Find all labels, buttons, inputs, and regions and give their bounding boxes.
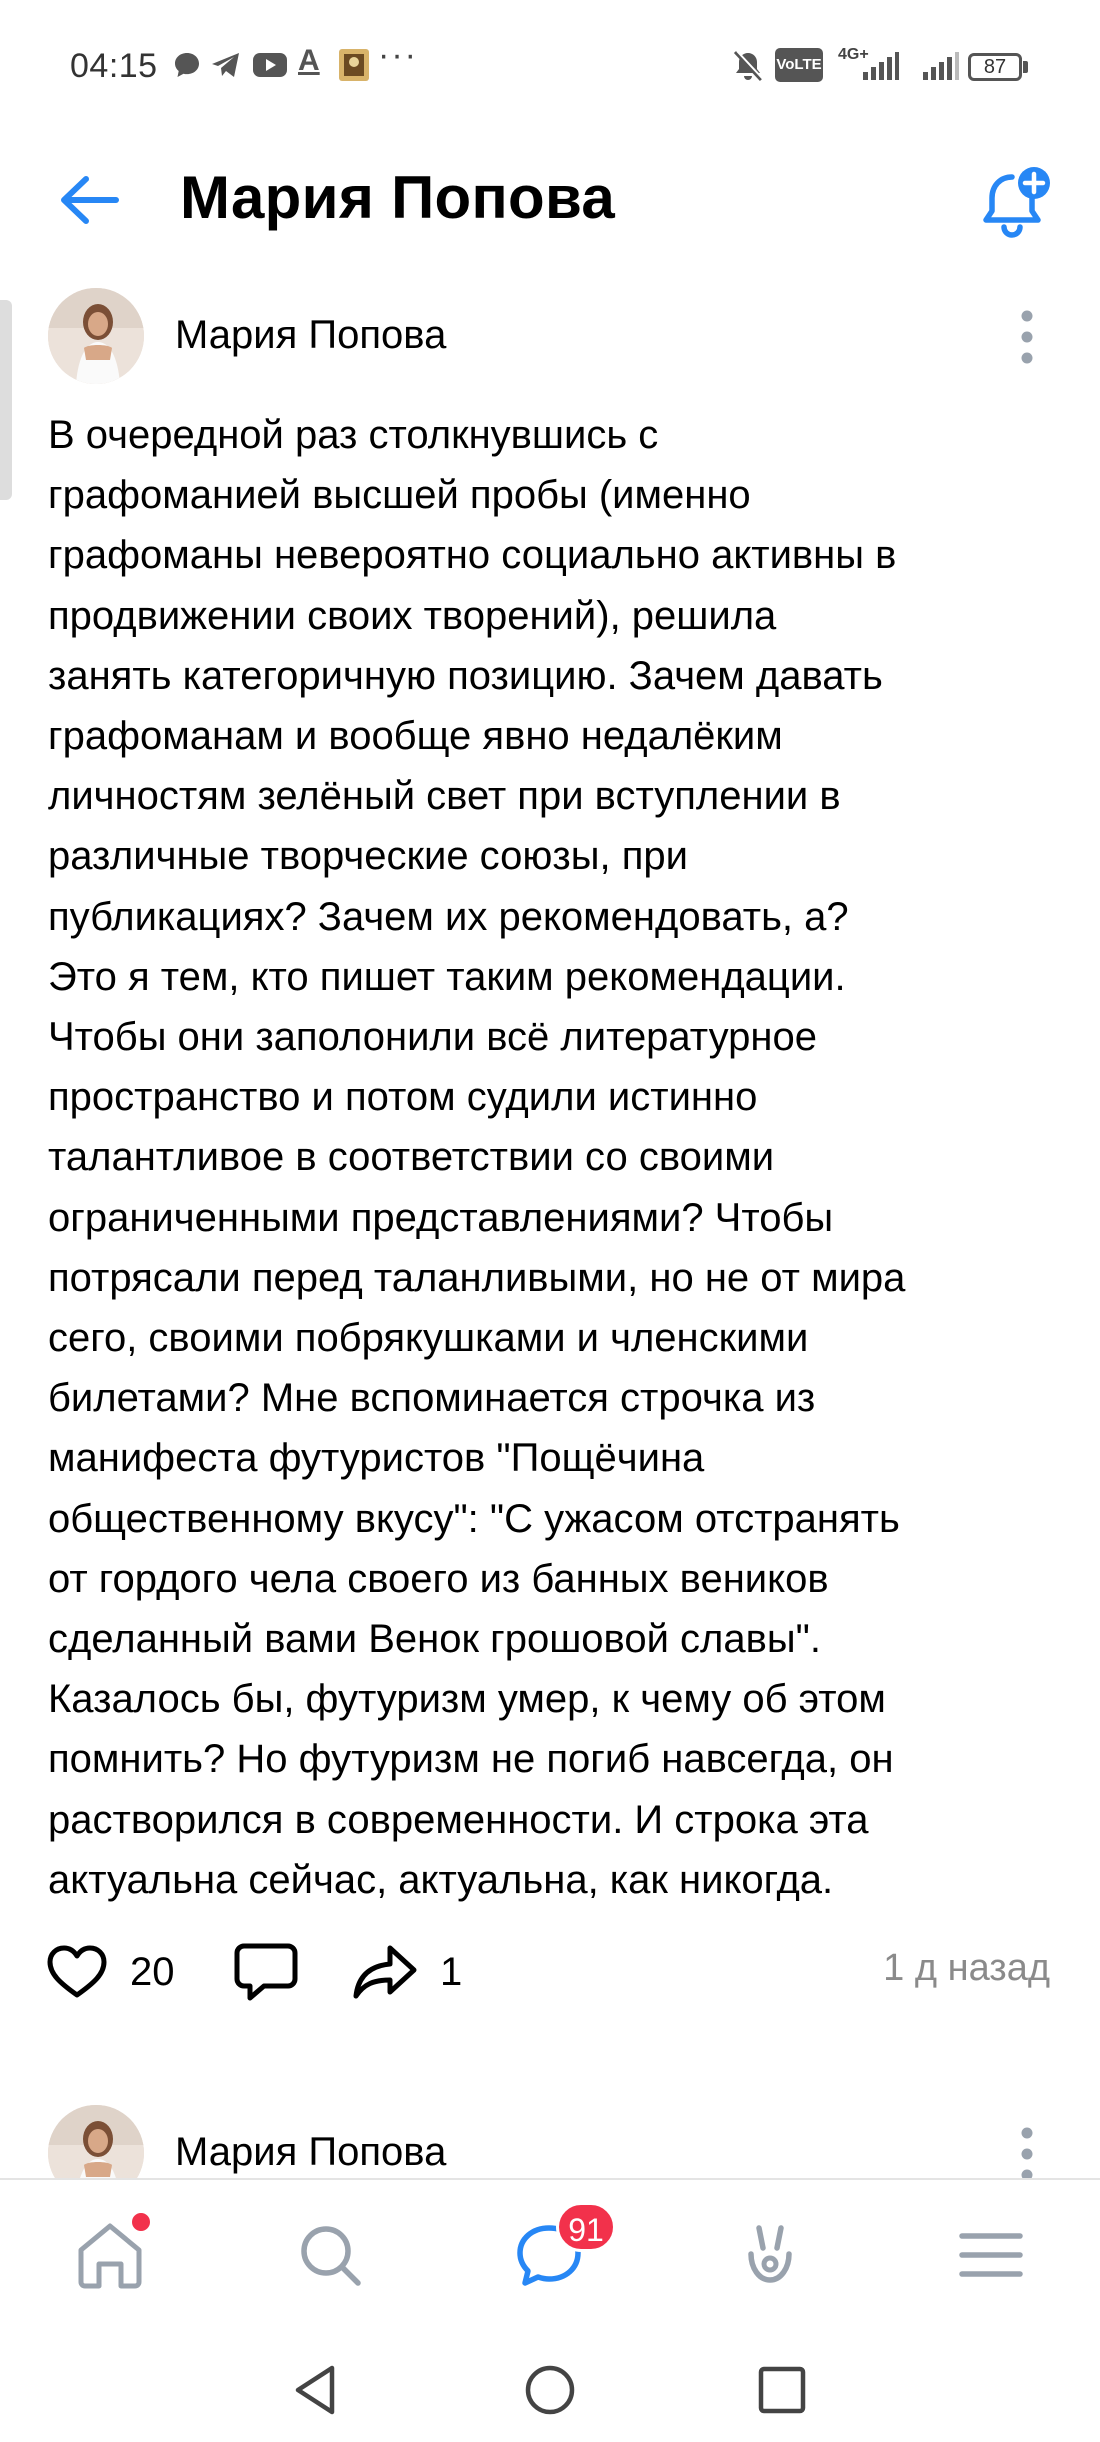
avatar-photo	[48, 2105, 144, 2178]
system-recents-button[interactable]	[742, 2350, 822, 2430]
volte-label: VoLTE	[776, 56, 822, 73]
post-author-name[interactable]: Мария Попова	[175, 2130, 447, 2174]
nav-search[interactable]	[275, 2200, 385, 2310]
status-more-indicator: ···	[378, 36, 418, 74]
arrow-left-icon	[50, 160, 130, 240]
post-text: В очередной раз столкнувшись с графоманией высшей пробы (именно графоманы невероятно социально активны в продвижении своих творений), решила занять категоричную позицию. Зачем давать графоманам и вообще явно недалёким личностям зелёный свет при вступлении в различные творческие союзы, при публикациях? Зачем их рекомендовать, а? Это я тем, кто пишет таким рекомендации. Чтобы они заполонили всё литературное пространство и потом судили истинно талантливое в соответствии со своими ограниченными представлениями? Чтобы потрясали перед таланливыми, но не от мира сего, своими побрякушками и членскими билетами? Мне вспоминается строчка из манифеста футуристов "Пощёчина общественному вкусу": "С ужасом отстранять от гордого чела своего из банных веников сделанный вами Венок грошовой славы". Казалось бы, футуризм умер, к чему об этом помнить? Но футуризм не погиб навсегда, он растворился в современности. И строка эта актуальна сейчас, актуальна, как никогда.	[48, 413, 906, 1902]
system-back-button[interactable]	[276, 2350, 356, 2430]
like-button[interactable]	[46, 1942, 175, 2002]
vertical-dots-icon	[1005, 302, 1049, 372]
circle-home-icon	[522, 2362, 578, 2418]
share-count: 1	[440, 1949, 463, 1994]
back-button[interactable]	[50, 160, 130, 240]
page-header	[0, 135, 1100, 265]
post-more-button[interactable]	[1005, 302, 1049, 372]
share-button[interactable]	[352, 1942, 462, 2002]
battery-cap	[1023, 61, 1028, 73]
messages-count-badge: 91	[556, 2202, 616, 2252]
battery-indicator: 87	[968, 53, 1022, 81]
post-more-button[interactable]	[1005, 2119, 1049, 2178]
post-author-row	[0, 288, 1100, 398]
avatar[interactable]	[48, 2105, 144, 2178]
volte-indicator	[775, 48, 823, 82]
clips-icon	[733, 2218, 807, 2292]
nav-menu[interactable]	[936, 2200, 1046, 2310]
youtube-icon	[252, 50, 288, 80]
status-bar	[0, 0, 1100, 135]
bell-muted-icon	[730, 48, 766, 84]
nav-clips[interactable]	[715, 2200, 825, 2310]
avatar-photo	[48, 288, 144, 384]
nav-messages[interactable]	[494, 2200, 604, 2310]
telegram-icon	[210, 50, 242, 80]
bell-plus-icon	[968, 157, 1060, 249]
triangle-back-icon	[288, 2362, 344, 2418]
network-type-label: 4G+	[838, 46, 869, 63]
system-home-button[interactable]	[510, 2350, 590, 2430]
avatar[interactable]	[48, 288, 144, 384]
page-title: Мария Попова	[180, 164, 616, 231]
comment-button[interactable]	[234, 1942, 298, 2002]
signal-strength-icon	[862, 52, 900, 82]
image-notification-icon	[338, 48, 370, 82]
bottom-navigation	[0, 2178, 1100, 2330]
post-actions	[0, 1930, 1100, 2010]
app-letter-icon: A	[298, 44, 320, 77]
share-icon	[352, 1944, 418, 2000]
post-timestamp: 1 д назад	[883, 1947, 1050, 1989]
comment-icon	[234, 1942, 298, 2002]
heart-icon	[46, 1944, 108, 2000]
chat-notification-icon	[172, 50, 202, 80]
nav-home[interactable]	[55, 2200, 165, 2310]
vertical-dots-icon	[1005, 2119, 1049, 2178]
next-post-author-row	[0, 2105, 1100, 2178]
system-navigation-bar	[0, 2330, 1100, 2442]
status-time: 04:15	[70, 47, 158, 85]
like-count: 20	[130, 1949, 175, 1994]
post-author-name[interactable]: Мария Попова	[175, 313, 447, 357]
menu-icon	[954, 2218, 1028, 2292]
search-icon	[293, 2218, 367, 2292]
square-recents-icon	[754, 2362, 810, 2418]
signal-strength-icon-2	[922, 52, 960, 82]
subscribe-notifications-button[interactable]	[968, 157, 1060, 249]
home-notification-dot	[129, 2210, 153, 2234]
